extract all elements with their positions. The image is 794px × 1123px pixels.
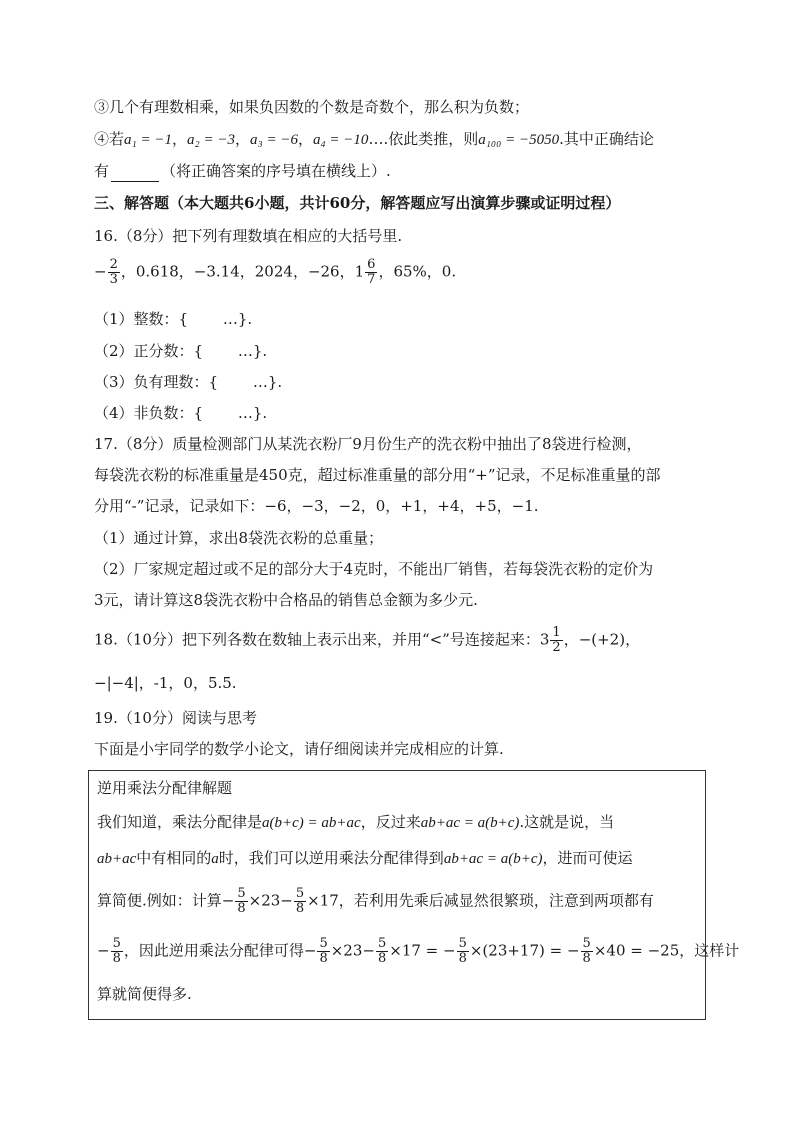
answer-blank[interactable] (111, 165, 159, 182)
essay-line-3: 算简便.例如：计算− $\frac{5}{8}$ ×23− $\frac{5}{8}$ ×17，若利用先乘后减显然很繁琐，注意到两项都有 (97, 886, 654, 916)
q16-number-list: − $\frac{2}{3}$ ，0.618，−3.14，2024，−26，1 $\frac{6}{7}$ ，65%，0. (94, 257, 457, 287)
fraction-5-8: $\frac{5}{8}$ (319, 936, 328, 966)
essay-line-4: − $\frac{5}{8}$ ，因此逆用乘法分配律可得− $\frac{5}{8}$ ×23− $\frac{5}{8}$ ×17 = − $\frac{5}{8}$ ×(23+17) = − $\frac{5}{8}$ ×40 = −25，这样计 (97, 936, 740, 966)
fraction-5-8: $\frac{5}{8}$ (295, 886, 305, 916)
essay-line-5: 算就简便得多. (97, 985, 192, 1003)
essay-box (88, 770, 740, 1020)
fraction-6-7: $\frac{6}{7}$ (367, 257, 376, 287)
q16-part-3: （3）负有理数：{ …}. (94, 373, 283, 391)
essay-title: 逆用乘法分配律解题 (97, 779, 233, 797)
fraction-5-8: $\frac{5}{8}$ (237, 886, 246, 916)
fraction-5-8: $\frac{5}{8}$ (112, 936, 121, 966)
q17-line-2: 每袋洗衣粉的标准重量是450克，超过标准重量的部分用“+”记录，不足标准重量的部 (94, 466, 661, 484)
q15-statement-3: ③几个有理数相乘，如果负因数的个数是奇数个，那么积为负数； (94, 98, 530, 116)
essay-line-1: 我们知道，乘法分配律是a(b+c) = ab+ac，反过来ab+ac = a(b+c).这就是说，当 (97, 813, 615, 831)
q19-title: 19.（10分）阅读与思考 (94, 709, 257, 727)
fraction-5-8: $\frac{5}{8}$ (582, 936, 591, 966)
fraction-5-8: $\frac{5}{8}$ (458, 936, 467, 966)
q15-statement-4: ④若a₁ = −1，a₂ = −3，a₃ = −6，a₄ = −10….依此类推，则a₁₀₀ = −5050.其中正确结论 (94, 130, 654, 148)
q17-part-1: （1）通过计算，求出8袋洗衣粉的总重量； (94, 529, 384, 547)
q18-line-2: −|−4|，-1，0，5.5. (94, 674, 237, 692)
fraction-5-8: $\frac{5}{8}$ (377, 936, 387, 966)
q17-part-2: （2）厂家规定超过或不足的部分大于4克时，不能出厂销售，若每袋洗衣粉的定价为 (94, 560, 654, 578)
q15-answer-line: 有 （将正确答案的序号填在横线上）. (94, 162, 391, 180)
section-3-heading: 三、解答题（本大题共6小题，共计60分，解答题应写出演算步骤或证明过程） (94, 194, 621, 212)
q19-intro: 下面是小宇同学的数学小论文，请仔细阅读并完成相应的计算. (94, 740, 504, 758)
q16-part-2: （2）正分数：{ …}. (94, 342, 268, 360)
q17-line-3: 分用“-”记录，记录如下：−6，−3，−2，0，+1，+4，+5，−1. (94, 497, 539, 515)
q18-line-1: 18.（10分）把下列各数在数轴上表示出来，并用“<”号连接起来：3 $\frac{1}{2}$ ，−(+2)， (94, 625, 641, 655)
q16-title: 16.（8分）把下列有理数填在相应的大括号里. (94, 227, 403, 245)
q16-part-4: （4）非负数：{ …}. (94, 404, 268, 422)
essay-line-2: ab+ac中有相同的a时，我们可以逆用乘法分配律得到ab+ac = a(b+c)，进而可使运 (97, 849, 633, 867)
q17-line-1: 17.（8分）质量检测部门从某洗衣粉厂9月份生产的洗衣粉中抽出了8袋进行检测， (94, 435, 642, 453)
q17-part-3: 3元，请计算这8袋洗衣粉中合格品的销售总金额为多少元. (94, 591, 478, 609)
fraction-2-3: $\frac{2}{3}$ (109, 257, 118, 287)
q16-part-1: （1）整数：{ …}. (94, 310, 253, 328)
fraction-1-2: $\frac{1}{2}$ (552, 625, 561, 655)
